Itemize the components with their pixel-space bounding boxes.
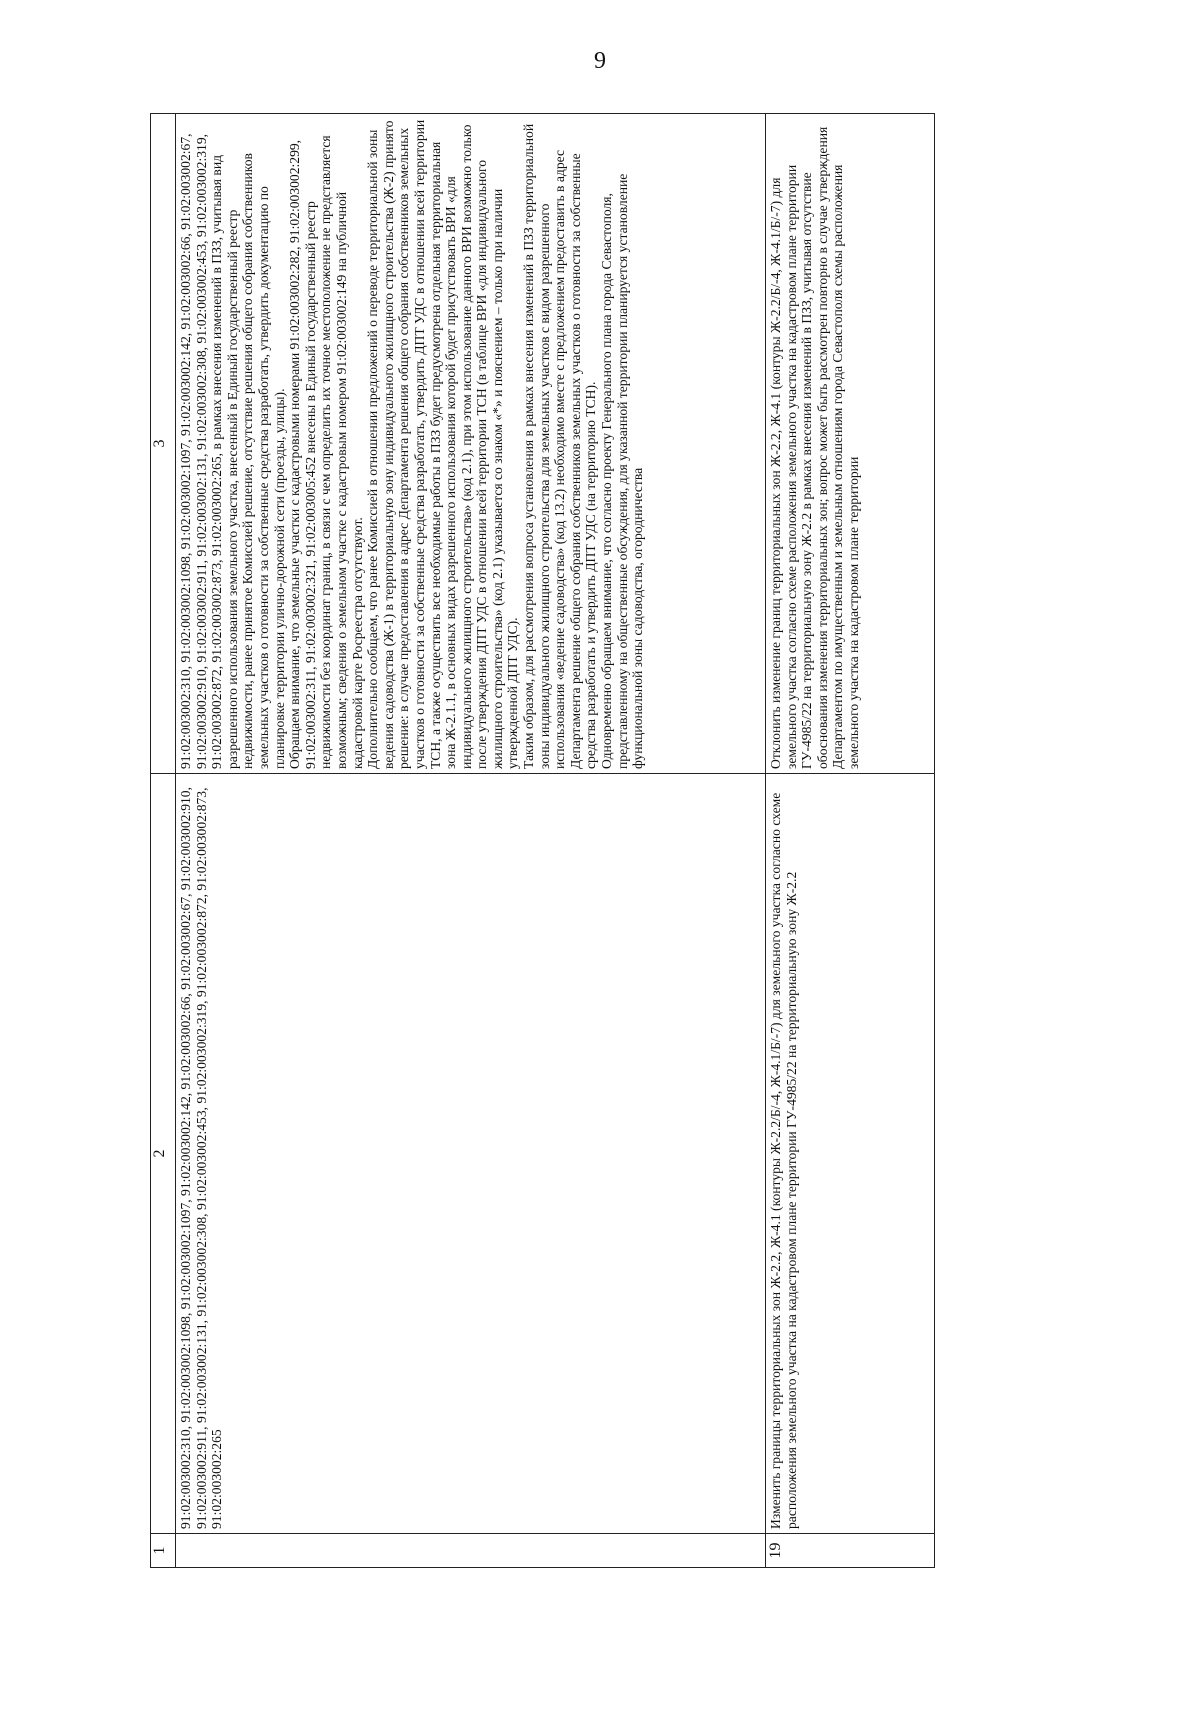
header-col-2: 2	[151, 774, 176, 1534]
decision-cell	[766, 114, 935, 774]
header-col-3: 3	[151, 114, 176, 774]
decision-paragraph: Таким образом, для рассмотрения вопроса установления в рамках внесения изменений в ПЗЗ территориальной зоны индивидуального жилищного строительства для земельных участков с видом разрешенного использования «ведение садоводства» (код 13.2) необходимо вместе с предложением предоставить в адрес Департамента решение общего собрания собственников земельных участков о готовности за собственные средства разработать и утвердить ДПТ УДС (на территорию ТСН).	[521, 123, 599, 769]
proposal-cell: Изменить границы территориальных зон Ж-2.2, Ж-4.1 (контуры Ж-2.2/Б/-4, Ж-4.1/Б/-7) для земельного участка согласно схеме расположения земельного участка на кадастровом плане территории ГУ-4985/22 на территориальную зону Ж-2.2	[766, 774, 935, 1534]
decision-table	[150, 113, 935, 1568]
decision-paragraph: Дополнительно сообщаем, что ранее Комиссией в отношении предложений о переводе территориальной зоны ведения садоводства (Ж-1) в территориальную зону индивидуального жилищного строительства (Ж-2) принято решение: в случае предоставления в адрес Департамента решения общего собрания собственников земельных участков о готовности за собственные средства разработать, утвердить ДПТ УДС в отношении всей территории ТСН, а также осуществить все необходимые работы в ПЗЗ будет предусмотрена отдельная территориальная зона Ж-2.1.1, в основных видах разрешенного использования которой будет присутствовать ВРИ «для индивидуального жилищного строительства» (код 2.1), при этом использование данного ВРИ возможно только после утверждения ДПТ УДС в отношении всей территории ТСН (в таблице ВРИ «для индивидуального жилищного строительства» (код 2.1) указывается со знаком «*» и пояснением – только при наличии утвержденной ДПТ УДС).	[365, 119, 521, 769]
table-row	[766, 114, 935, 1568]
row-number: 19	[766, 1534, 935, 1568]
proposal-cell: 91:02:003002:310, 91:02:003002:1098, 91:02:003002:1097, 91:02:003002:142, 91:02:003002:66, 91:02:003002:67, 91:02:003002:910, 91:02:003002:911, 91:02:003002:131, 91:02:003002:308, 91:02:003002:453, 91:02:003002:319, 91:02:003002:872, 91:02:003002:873, 91:02:003002:265	[176, 774, 766, 1534]
rotated-table-container	[150, 114, 935, 1568]
header-col-1: 1	[151, 1534, 176, 1568]
decision-cell	[176, 114, 766, 774]
decision-paragraph: 91:02:003002:310, 91:02:003002:1098, 91:02:003002:1097, 91:02:003002:142, 91:02:003002:66, 91:02:003002:67, 91:02:003002:910, 91:02:003002:911, 91:02:003002:131, 91:02:003002:308, 91:02:003002:453, 91:02:003002:319, 91:02:003002:872, 91:02:003002:873, 91:02:003002:265, в рамках внесения изменений в ПЗЗ, учитывая вид разрешенного использования земельного участка, внесенный в Единый государственный реестр недвижимости, ранее принятое Комиссией решение, отсутствие решения общего собрания собственников земельных участков о готовности за собственные средства разработать, утвердить документацию по планировке территории улично-дорожной сети (проезды, улицы).	[178, 133, 287, 769]
decision-paragraph: Обращаем внимание, что земельные участки с кадастровыми номерами 91:02:003002:282, 91:02:003002:299, 91:02:003002:311, 91:02:003002:321, 91:02:003005:452 внесены в Единый государственный реестр недвижимости без координат границ, в связи с чем определить их точное местоположение не представляется возможным; сведения о земельном участке с кадастровым номером 91:02:003002:149 на публичной кадастровой карте Росреестра отсутствуют.	[287, 135, 365, 769]
table-row	[176, 114, 766, 1568]
decision-paragraph: Отклонить изменение границ территориальных зон Ж-2.2, Ж-4.1 (контуры Ж-2.2/Б/-4, Ж-4.1/Б/-7) для земельного участка согласно схеме расположения земельного участка на кадастровом плане территории ГУ-4985/22 на территориальную зону Ж-2.2 в рамках внесения изменений в ПЗЗ, учитывая отсутствие обоснования изменения территориальных зон; вопрос может быть рассмотрен повторно в случае утверждения Департаментом по имущественным и земельным отношениям города Севастополя схемы расположения земельного участка на кадастровом плане территории	[768, 126, 861, 769]
page-number: 9	[594, 48, 606, 74]
table-header-row	[151, 114, 176, 1568]
decision-paragraph: Одновременно обращаем внимание, что согласно проекту Генерального плана города Севастополя, представленному на общественные обсуждения, для указанной территории планируется установление функциональной зоны садоводства, огородничества	[599, 173, 646, 769]
row-number	[176, 1534, 766, 1568]
